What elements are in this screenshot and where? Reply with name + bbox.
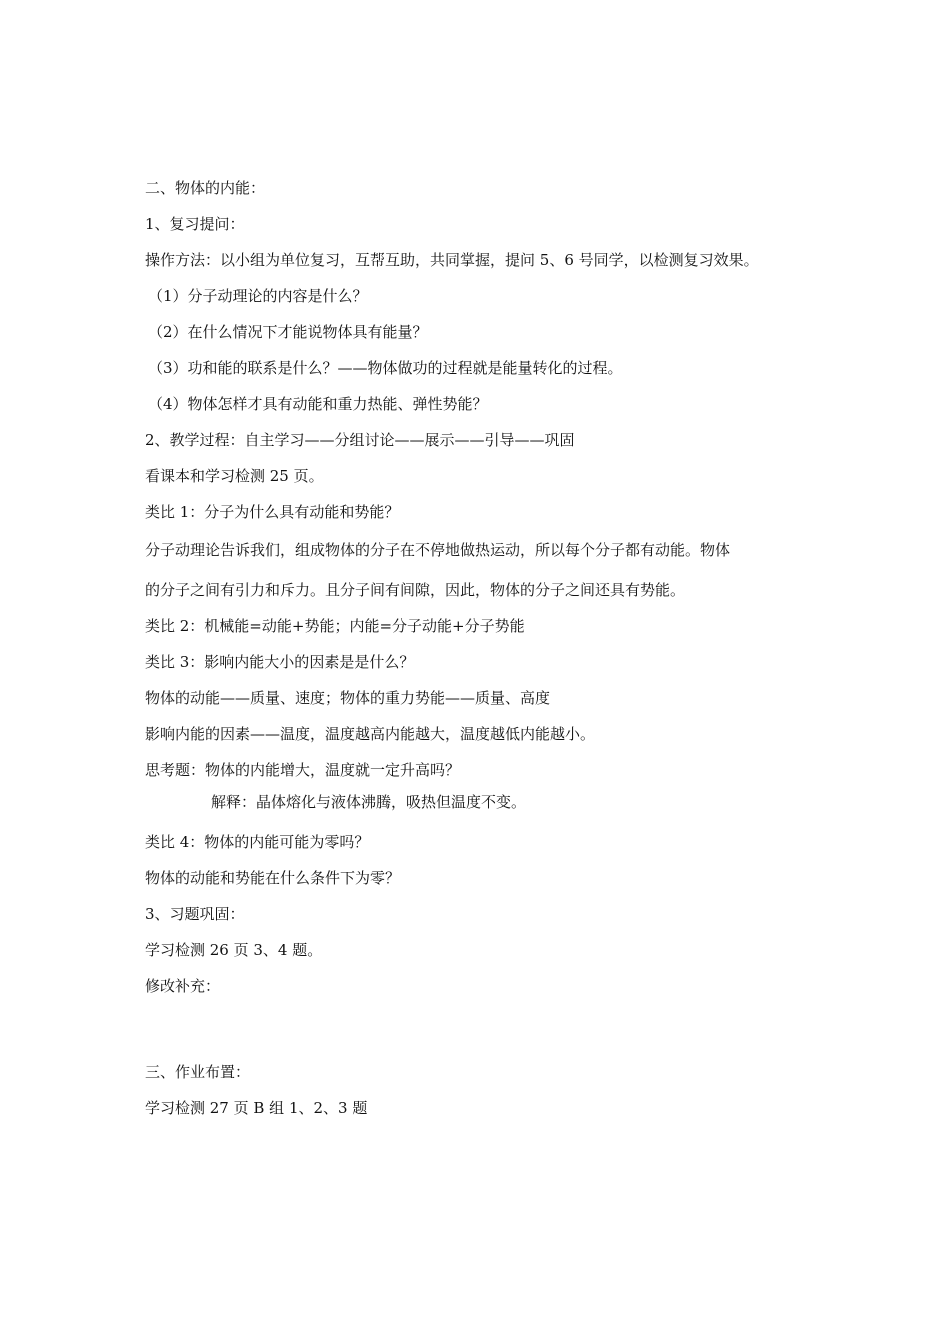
paragraph-homework-assignment: 学习检测 27 页 B 组 1、2、3 题 [145,1099,368,1117]
paragraph-molecular-theory-2: 的分子之间有引力和斥力。且分子间有间隙，因此，物体的分子之间还具有势能。 [145,581,686,599]
question-3: （3）功和能的联系是什么？——物体做功的过程就是能量转化的过程。 [148,359,623,377]
paragraph-kinetic-potential-factors: 物体的动能——质量、速度；物体的重力势能——质量、高度 [145,689,551,707]
paragraph-textbook-reference: 看课本和学习检测 25 页。 [145,467,324,485]
analogy-4-heading: 类比 4：物体的内能可能为零吗？ [145,833,370,851]
paragraph-internal-energy-factors: 影响内能的因素——温度，温度越高内能越大，温度越低内能越小。 [145,725,596,743]
subheading-review-questions: 1、复习提问： [145,215,245,233]
paragraph-method: 操作方法：以小组为单位复习，互帮互助，共同掌握，提问 5、6 号同学，以检测复习效果。 [145,251,759,269]
paragraph-zero-condition: 物体的动能和势能在什么条件下为零？ [145,869,401,887]
question-4: （4）物体怎样才具有动能和重力热能、弹性势能？ [148,395,488,413]
question-1: （1）分子动理论的内容是什么？ [148,287,368,305]
question-2: （2）在什么情况下才能说物体具有能量？ [148,323,428,341]
analogy-2-heading: 类比 2：机械能=动能+势能；内能=分子动能+分子势能 [145,617,525,635]
section-heading-internal-energy: 二、物体的内能： [145,179,266,197]
paragraph-exercise-reference: 学习检测 26 页 3、4 题。 [145,941,323,959]
analogy-1-heading: 类比 1：分子为什么具有动能和势能？ [145,503,400,521]
thinking-question: 思考题：物体的内能增大，温度就一定升高吗？ [145,761,461,779]
subheading-exercise: 3、习题巩固： [145,905,245,923]
paragraph-revision-notes: 修改补充： [145,977,221,995]
paragraph-molecular-theory-1: 分子动理论告诉我们，组成物体的分子在不停地做热运动，所以每个分子都有动能。物体 [145,541,731,559]
subheading-teaching-process: 2、教学过程：自主学习——分组讨论——展示——引导——巩固 [145,431,575,449]
analogy-3-heading: 类比 3：影响内能大小的因素是是什么？ [145,653,415,671]
explanation: 解释：晶体熔化与液体沸腾，吸热但温度不变。 [211,793,527,811]
section-heading-homework: 三、作业布置： [145,1063,251,1081]
